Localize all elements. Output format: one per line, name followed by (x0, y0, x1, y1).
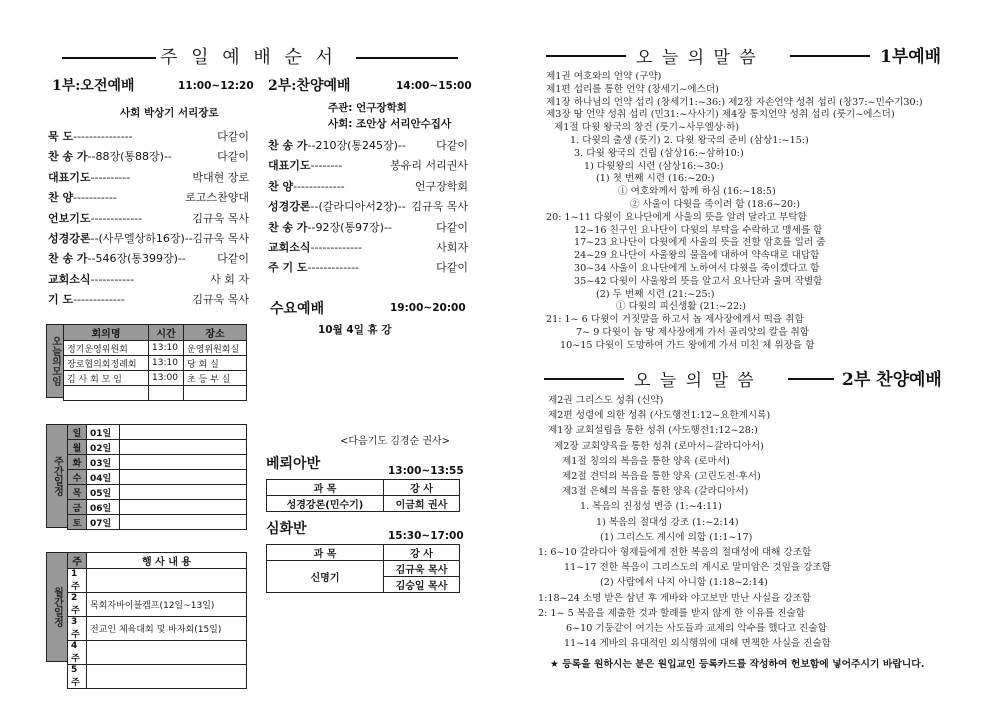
order-item-label: 교회소식 (48, 272, 91, 286)
monthly-row (68, 617, 247, 641)
service1-title: 1부:오전예배 (52, 78, 135, 94)
sermon-line: 제1절 다윗 왕국의 창건 (룻기~사무엘상·하) (554, 122, 740, 134)
meeting-row (64, 371, 247, 386)
service2-time: 14:00~15:00 (396, 80, 472, 92)
order-item-dots: --92장(통97장)-- (307, 220, 392, 234)
order-item-dots: ------------- (307, 261, 360, 275)
sermon-line: 30~34 사울이 요나단에게 노하여서 다윗을 죽이겠다고 함 (574, 263, 820, 274)
advanced-teacher-2: 김숭일 목사 (384, 577, 460, 593)
order-item-value: 김규욱 목사 (411, 200, 468, 214)
weekly-row (68, 440, 247, 455)
order-item (268, 198, 468, 214)
service1-time: 11:00~12:20 (178, 80, 254, 92)
meeting-row (64, 356, 247, 371)
sermon-line: ② 사울이 다윗을 죽이려 함 (18:6~20:) (630, 199, 801, 210)
meeting-cell: 13:10 (149, 356, 184, 371)
order-item-dots: ------------- (73, 293, 125, 307)
wednesday-time: 19:00~20:00 (390, 302, 466, 314)
meeting-cell (149, 386, 184, 401)
meeting-row (64, 341, 247, 356)
order-item-value: 언구장학회 (414, 179, 468, 193)
order-item-label: 성경강론 (268, 200, 311, 214)
order-item-dots: --(사무엘상하16장)-- (90, 232, 193, 245)
advanced-header-subject: 과 목 (267, 545, 384, 561)
sermon-line: 24~29 요나단이 사울왕의 물음에 대하여 약속대로 대답함 (574, 250, 820, 262)
sermon-line: 제3장 땅 언약 성취 섭리 (민31:~사사기) 제4장 통치언약 성취 섭리 (룻기~에스더) (546, 109, 895, 121)
meeting-cell: 당 회 실 (184, 356, 247, 371)
meeting-cell: 운영위원회실 (184, 341, 247, 356)
order-item-dots: --88장(통88장)-- (87, 150, 172, 164)
order-item-label: 주 기 도 (268, 261, 308, 275)
service2-presider: 사회: 조안상 서리안수집사 (328, 118, 452, 130)
sermon-line: ① 다윗의 피신생활 (21:~22:) (616, 301, 747, 313)
order-item-value: 다같이 (217, 130, 249, 143)
monthly-event: 목회자바이블캠프(12일~13일) (87, 593, 247, 617)
wednesday-title: 수요예배 (270, 301, 325, 317)
order-item (48, 250, 249, 266)
weekly-event (120, 485, 247, 500)
berea-time: 13:00~13:55 (388, 465, 464, 477)
sermon-line: 20: 1~11 다윗이 요나단에게 사울의 뜻을 알려 달라고 부탁함 (546, 211, 807, 223)
weekly-date: 02일 (87, 440, 120, 455)
order-item-label: 찬 송 가 (48, 252, 88, 266)
order-item-label: 찬 송 가 (268, 139, 308, 152)
order-item-label: 성경강론 (48, 232, 91, 245)
order-item (48, 148, 249, 164)
weekly-event (120, 470, 247, 485)
weekly-day: 토 (68, 515, 87, 530)
order-item-value: 다같이 (436, 220, 468, 234)
order-item (268, 137, 468, 153)
meetings-header-time: 시간 (149, 325, 184, 341)
weekly-day: 목 (68, 485, 87, 500)
order-item-label: 언보기도 (48, 211, 91, 225)
weekly-date: 07일 (87, 515, 120, 530)
sermon-line: 제1장 하나님의 언약 섭리 (창세기1:~36:) 제2장 자손언약 성취 섭리 (창37:~민수기30:) (546, 96, 923, 108)
weekly-day: 일 (68, 425, 87, 440)
weekly-event (120, 425, 247, 440)
sermon-line: 35~42 다윗이 사울왕의 뜻을 알고서 요나단과 울며 작별함 (574, 275, 823, 287)
monthly-event (87, 569, 247, 593)
order-item-dots: ------------- (90, 211, 143, 225)
sermon-line: (1) 첫 번째 시련 (16:~20:) (596, 173, 715, 185)
advanced-teacher-1: 김규욱 목사 (384, 561, 460, 577)
monthly-week: 3주 (68, 617, 87, 641)
advanced-header-teacher: 강 사 (384, 545, 460, 561)
service2-title: 2부:찬양예배 (268, 78, 351, 94)
monthly-week: 1주 (68, 569, 87, 593)
sermon-line: 제2절 견덕의 복음을 통한 양육 (고린도전·후서) (562, 471, 761, 482)
weekly-date: 05일 (87, 485, 120, 500)
order-item-dots: ------------- (310, 241, 363, 254)
order-item-value: 다같이 (436, 139, 468, 152)
order-item-value: 사 회 자 (210, 272, 249, 286)
meeting-cell: 13:00 (149, 371, 184, 386)
berea-header-subject: 과 목 (267, 480, 384, 496)
weekly-row (68, 515, 247, 530)
sermon-line: 제2권 그리스도 성취 (신약) (548, 395, 664, 406)
order-item (268, 157, 468, 173)
sermon-line: 제2편 성령에 의한 성취 (사도행전1:12~요한계시록) (548, 410, 771, 422)
berea-table (266, 479, 460, 512)
monthly-header-content: 행 사 내 용 (87, 553, 247, 569)
worship-order-title: 주 일 예 배 순 서 (160, 47, 337, 68)
sermon-line: 11~17 전한 복음이 그리스도의 계시로 말미암은 것임을 강조함 (564, 562, 831, 574)
monthly-event: 전교인 체육대회 및 바자회(15일) (87, 617, 247, 641)
weekly-day: 수 (68, 470, 87, 485)
monthly-row (68, 641, 247, 665)
order-item-value: 다같이 (217, 150, 249, 164)
order-item-value: 김규욱 목사 (192, 293, 249, 307)
sermon-line: 제1장 교회설립을 통한 성취 (사도행전1:12~28:) (548, 425, 758, 437)
sermon-line: 1) 다윗왕의 시련 (삼상16:~30:) (584, 160, 724, 172)
berea-teacher: 이금희 권사 (384, 496, 460, 512)
order-item-dots: --(갈라디아서2장)-- (310, 200, 406, 214)
sermon-line: 17~23 요나단이 다윗에게 사울의 뜻을 전할 암호를 일러 줌 (574, 237, 826, 249)
monthly-header-week: 주 (68, 553, 87, 569)
meeting-cell: 정기운영위원회 (64, 341, 149, 356)
sermon2-tag: 2부 찬양예배 (842, 370, 942, 390)
order-item (268, 178, 468, 194)
sermon2-title: 오 늘 의 말 씀 (634, 371, 756, 391)
meetings-header-place: 장소 (184, 325, 247, 341)
registration-notice: ★ 등록을 원하시는 분은 원입교인 등록카드를 작성하여 헌보함에 넣어주시기 바랍니다. (550, 659, 925, 670)
monthly-event (87, 665, 247, 689)
order-item-label: 기 도 (48, 293, 74, 307)
meetings-side-label: 오늘의모임 (46, 324, 64, 398)
sermon-line: 12~16 친구인 요나단이 다윗의 부탁을 수락하고 맹세를 함 (574, 224, 823, 236)
order-item-dots: ----------- (73, 191, 117, 205)
sermon-line: 2: 1~ 5 복음을 제출한 것과 할례를 받지 않게 한 이유를 진술함 (538, 607, 806, 619)
meeting-cell: 김 사 회 모 임 (64, 371, 149, 386)
order-item (48, 169, 249, 185)
weekly-day: 화 (68, 455, 87, 470)
weekly-row (68, 500, 247, 515)
meeting-cell: 13:10 (149, 341, 184, 356)
advanced-subject: 신명기 (267, 561, 384, 593)
sermon-line: 3. 다윗 왕국의 건립 (삼상16:~삼하10:) (574, 147, 744, 159)
weekly-row (68, 425, 247, 440)
sermon-line: 1: 6~10 갈라디아 형제들에게 전한 복음의 절대성에 대해 강조함 (538, 547, 812, 558)
wednesday-note: 10월 4일 휴 강 (318, 324, 392, 336)
sermon-line: 10~15 다윗이 도망하여 가드 왕에게 가서 미친 체 위장을 함 (560, 339, 815, 351)
order-item-value: 다같이 (436, 261, 468, 275)
next-prayer-note: <다음기도 김경순 권사> (340, 436, 451, 447)
monthly-week: 5주 (68, 665, 87, 689)
sermon-line: (2) 사람에서 나지 아니함 (1:18~2:14) (600, 577, 768, 589)
weekly-side-label: 주간일정 (46, 424, 68, 528)
sermon-line: (2) 두 번째 시련 (21:~25:) (596, 288, 715, 300)
weekly-row (68, 485, 247, 500)
order-item-dots: --546장(통399장)-- (87, 252, 186, 266)
order-item (48, 128, 249, 144)
monthly-side-label: 월간일정 (46, 552, 68, 662)
order-item (48, 271, 249, 287)
weekly-row (68, 470, 247, 485)
order-item-label: 대표기도 (268, 159, 311, 173)
order-item-dots: --210장(통245장)-- (307, 139, 406, 152)
order-item-value: 김규욱 목사 (192, 211, 249, 225)
weekly-row (68, 455, 247, 470)
service2-leader: 주관: 언구장학회 (328, 102, 407, 114)
order-item (268, 259, 468, 275)
sermon-line: 1. 다윗의 출생 (룻기) 2. 다윗 왕국의 준비 (삼상1:~15:) (570, 135, 809, 146)
order-item-value: 로고스찬양대 (185, 191, 249, 205)
meeting-cell (184, 386, 247, 401)
berea-title: 베뢰아반 (266, 456, 321, 472)
order-item-dots: --------------- (73, 130, 133, 143)
sermon-line: 6~10 기둥같이 여기는 사도들과 교제의 악수를 했다고 진술함 (566, 623, 827, 634)
advanced-title: 심화반 (266, 521, 307, 537)
weekly-day: 금 (68, 500, 87, 515)
monthly-week: 2주 (68, 593, 87, 617)
weekly-table (67, 424, 247, 530)
meetings-table (63, 324, 247, 401)
sermon-line: 1:18~24 소명 받은 삼년 후 게바와 야고보만 만난 사실을 강조함 (538, 592, 812, 604)
weekly-event (120, 515, 247, 530)
monthly-week: 4주 (68, 641, 87, 665)
weekly-event (120, 500, 247, 515)
order-item-value: 다같이 (217, 252, 249, 266)
order-item (48, 230, 249, 246)
order-item-value: 박대현 장로 (192, 170, 249, 184)
weekly-event (120, 455, 247, 470)
order-item-label: 교회소식 (268, 241, 311, 254)
order-item-value: 사회자 (436, 241, 468, 254)
meeting-row (64, 386, 247, 401)
order-item-label: 찬 송 가 (268, 220, 308, 234)
order-item (48, 291, 249, 307)
order-item (48, 189, 249, 205)
order-item (48, 210, 249, 226)
order-item-dots: -------- (310, 159, 343, 173)
meetings-header-name: 회의명 (64, 325, 149, 341)
advanced-time: 15:30~17:00 (388, 530, 464, 542)
order-item-value: 김규욱 목사 (192, 232, 249, 245)
sermon-line: 1) 복음의 절대성 강조 (1:~2:14) (596, 516, 739, 528)
order-item-value: 봉유리 서리권사 (390, 159, 468, 173)
order-item-label: 찬 양 (268, 179, 294, 193)
sermon-line: 제1편 섭리를 통한 언약 (창세기~에스더) (546, 83, 719, 95)
order-item-dots: ------------- (293, 179, 345, 193)
order-item-label: 묵 도 (48, 130, 74, 143)
sermon-line: 11~14 게바의 유대적인 외식행위에 대해 면책한 사실을 진술함 (564, 638, 831, 650)
sermon-line: 1. 복음의 진정성 변증 (1:~4:11) (580, 501, 722, 513)
sermon1-tag: 1부예배 (880, 47, 942, 67)
order-item-label: 찬 송 가 (48, 150, 88, 164)
order-item-label: 대표기도 (48, 170, 91, 184)
advanced-table (266, 544, 460, 593)
monthly-row (68, 569, 247, 593)
sermon-line: (1) 그리스도 계시에 의함 (1:1~17) (600, 531, 753, 543)
order-item (268, 219, 468, 235)
monthly-table (67, 552, 247, 689)
order-item-dots: ---------- (90, 170, 131, 184)
weekly-date: 01일 (87, 425, 120, 440)
weekly-day: 월 (68, 440, 87, 455)
sermon1-title: 오 늘 의 말 씀 (636, 48, 758, 68)
weekly-event (120, 440, 247, 455)
sermon-line: 제2장 교회양육을 통한 성취 (로마서~갈라디아서) (554, 440, 764, 452)
meeting-cell: 장로협의회정례회 (64, 356, 149, 371)
weekly-date: 04일 (87, 470, 120, 485)
sermon-line: 제1절 칭의의 복음을 통한 양육 (로마서) (562, 455, 730, 467)
weekly-date: 03일 (87, 455, 120, 470)
sermon-line: 제1권 여호와의 언약 (구약) (546, 71, 662, 82)
service1-presider: 사회 박상기 서리장로 (120, 107, 219, 119)
sermon-line: 21: 1~ 6 다윗이 거짓말을 하고서 놉 제사장에게서 떡을 취함 (546, 314, 804, 326)
meeting-cell (64, 386, 149, 401)
weekly-date: 06일 (87, 500, 120, 515)
meeting-cell: 초 등 부 실 (184, 371, 247, 386)
sermon-line: ① 여호와께서 함께 하심 (16:~18:5) (618, 186, 776, 198)
order-item (268, 239, 468, 255)
order-item-label: 찬 양 (48, 191, 74, 205)
monthly-event (87, 641, 247, 665)
sermon-line: 7~ 9 다윗이 놉 땅 제사장에게 가서 골리앗의 칼을 취함 (576, 327, 810, 338)
sermon-line: 제3절 은혜의 복음을 통한 양육 (갈라디아서) (562, 486, 749, 498)
monthly-row (68, 593, 247, 617)
monthly-row (68, 665, 247, 689)
berea-header-teacher: 강 사 (384, 480, 460, 496)
berea-subject: 성경강론(민수기) (267, 496, 384, 512)
order-item-dots: ----------- (90, 272, 135, 286)
